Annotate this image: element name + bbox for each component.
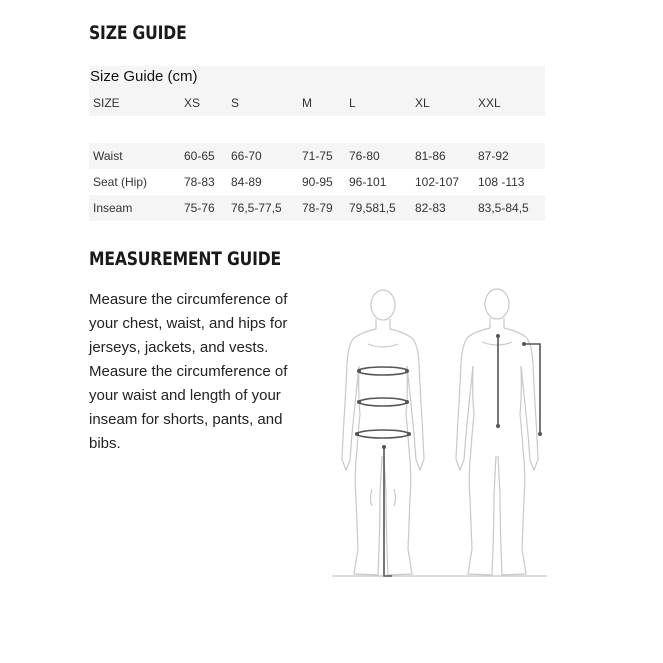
table-caption: Size Guide (cm) <box>90 68 198 85</box>
cell-s: 66-70 <box>231 149 262 163</box>
table-header <box>89 66 545 116</box>
column-header-l: L <box>349 96 356 110</box>
cell-s: 84-89 <box>231 175 262 189</box>
row-label: Seat (Hip) <box>93 175 148 189</box>
cell-l: 79,581,5 <box>349 201 396 215</box>
size-table <box>89 66 545 221</box>
cell-s: 76,5-77,5 <box>231 201 282 215</box>
cell-xl: 82-83 <box>415 201 446 215</box>
cell-xl: 102-107 <box>415 175 460 189</box>
cell-l: 96-101 <box>349 175 387 189</box>
body-measurement-illustration-icon <box>332 284 547 580</box>
column-header-m: M <box>302 96 312 110</box>
cell-xxl: 83,5-84,5 <box>478 201 529 215</box>
column-header-xs: XS <box>184 96 201 110</box>
row-label: Inseam <box>93 201 133 215</box>
cell-xs: 78-83 <box>184 175 215 189</box>
cell-m: 78-79 <box>302 201 333 215</box>
cell-m: 71-75 <box>302 149 333 163</box>
measurement-guide-heading: MEASUREMENT GUIDE <box>89 248 281 270</box>
column-header-size: SIZE <box>93 96 120 110</box>
cell-m: 90-95 <box>302 175 333 189</box>
cell-l: 76-80 <box>349 149 380 163</box>
column-header-xl: XL <box>415 96 430 110</box>
table-row-seat <box>89 169 545 195</box>
row-label: Waist <box>93 149 123 163</box>
table-row-waist <box>89 143 545 169</box>
column-header-xxl: XXL <box>478 96 501 110</box>
cell-xl: 81-86 <box>415 149 446 163</box>
cell-xs: 60-65 <box>184 149 215 163</box>
measurement-instructions: Measure the circumference of your chest, waist, and hips for jerseys, jackets, and vests. Measure the circumference of your waist and length of your inseam for shorts, pants, and bibs. <box>89 291 288 452</box>
column-header-s: S <box>231 96 240 110</box>
table-row-inseam <box>89 195 545 221</box>
cell-xxl: 87-92 <box>478 149 509 163</box>
cell-xs: 75-76 <box>184 201 215 215</box>
size-guide-heading: SIZE GUIDE <box>89 22 187 44</box>
cell-xxl: 108 -113 <box>478 175 525 189</box>
